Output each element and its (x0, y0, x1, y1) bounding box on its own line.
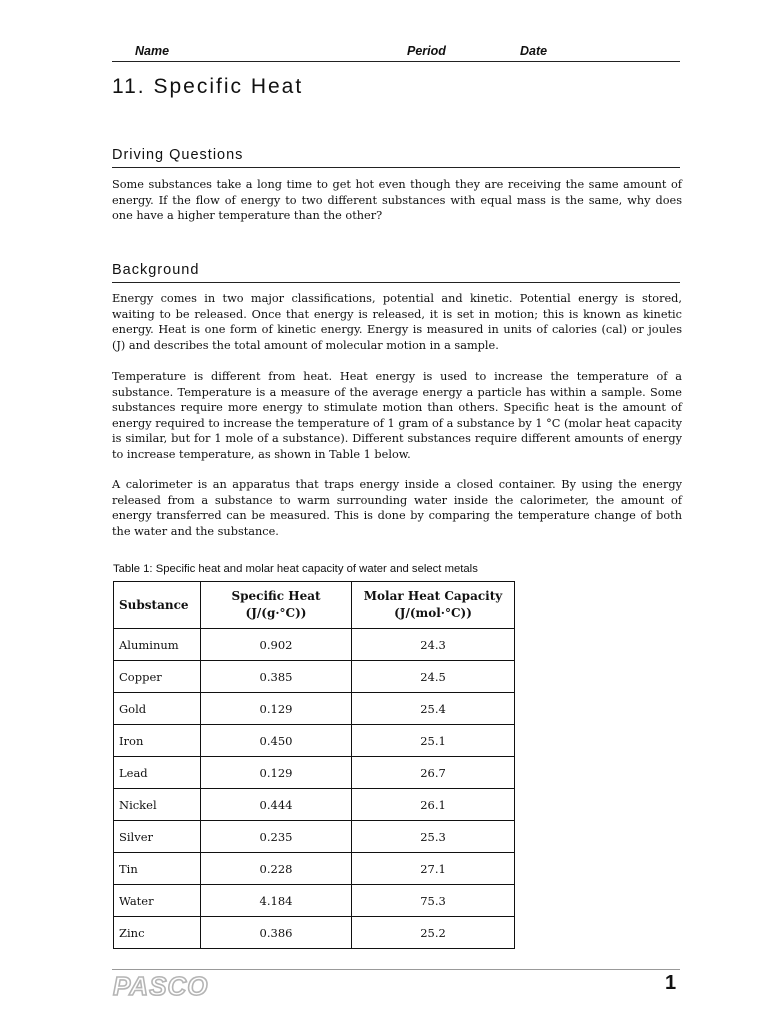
specific-heat-cell: 0.444 (201, 789, 352, 821)
molar-heat-capacity-cell: 25.3 (352, 821, 515, 853)
page-title: 11. Specific Heat (112, 75, 304, 98)
background-paragraph: Temperature is different from heat. Heat energy is used to increase the temperature of a substance. Temperature is a measure of the average energy a particle has within a sample. Some substances require more energy to stimulate motion than others. Specific heat is the amount of energy required to increase the temperature of 1 gram of a substance by 1 °C (molar heat capacity is similar, but for 1 mole of a substance). Different substances require different amounts of energy to increase temperature, as shown in Table 1 below. (112, 370, 683, 461)
date-label: Date (520, 44, 548, 58)
substance-cell: Zinc (114, 917, 201, 949)
table-row (114, 757, 515, 789)
molar-heat-capacity-cell: 26.7 (352, 757, 515, 789)
specific-heat-cell: 0.902 (201, 629, 352, 661)
substance-cell: Aluminum (114, 629, 201, 661)
header-divider (112, 61, 680, 62)
background-heading: Background (112, 262, 200, 278)
substance-cell: Iron (114, 725, 201, 757)
table-row (114, 629, 515, 661)
substance-cell: Copper (114, 661, 201, 693)
specific-heat-cell: 4.184 (201, 885, 352, 917)
table-row (114, 725, 515, 757)
specific-heat-cell: 0.129 (201, 693, 352, 725)
table-row (114, 693, 515, 725)
background-paragraph: A calorimeter is an apparatus that traps energy inside a closed container. By using the energy released from a substance to warm surrounding water inside the calorimeter, the amount of energy transferred can be measured. This is done by comparing the temperature change of both the water and the substance. (112, 478, 682, 538)
section-divider (112, 282, 680, 283)
driving-questions-text: Some substances take a long time to get hot even though they are receiving the same amount of energy. If the flow of energy to two different substances with equal mass is the same, why does one have a higher temperature than the other? (112, 178, 682, 222)
specific-heat-header: Specific Heat (J/(g·°C)) (201, 582, 352, 629)
molar-heat-capacity-cell: 25.4 (352, 693, 515, 725)
table-row (114, 917, 515, 949)
substance-cell: Gold (114, 693, 201, 725)
table-row (114, 853, 515, 885)
molar-heat-capacity-cell: 75.3 (352, 885, 515, 917)
footer-divider (112, 969, 680, 970)
molar-heat-capacity-cell: 25.1 (352, 725, 515, 757)
table-header-row (114, 582, 515, 629)
substance-cell: Nickel (114, 789, 201, 821)
molar-heat-capacity-cell: 27.1 (352, 853, 515, 885)
specific-heat-cell: 0.385 (201, 661, 352, 693)
specific-heat-cell: 0.386 (201, 917, 352, 949)
substance-cell: Tin (114, 853, 201, 885)
page-number: 1 (665, 972, 677, 994)
period-label: Period (407, 44, 446, 58)
pasco-logo: PASCO (113, 971, 209, 1001)
specific-heat-cell: 0.228 (201, 853, 352, 885)
table-row (114, 885, 515, 917)
specific-heat-cell: 0.129 (201, 757, 352, 789)
specific-heat-table (113, 581, 515, 949)
section-divider (112, 167, 680, 168)
table-caption: Table 1: Specific heat and molar heat capacity of water and select metals (113, 563, 478, 575)
substance-cell: Silver (114, 821, 201, 853)
specific-heat-cell: 0.235 (201, 821, 352, 853)
table-row (114, 661, 515, 693)
substance-cell: Lead (114, 757, 201, 789)
driving-questions-heading: Driving Questions (112, 147, 244, 163)
molar-heat-capacity-header: Molar Heat Capacity (J/(mol·°C)) (352, 582, 515, 629)
table-row (114, 789, 515, 821)
substance-header: Substance (114, 582, 201, 629)
name-label: Name (135, 44, 170, 58)
substance-cell: Water (114, 885, 201, 917)
molar-heat-capacity-cell: 24.5 (352, 661, 515, 693)
molar-heat-capacity-cell: 25.2 (352, 917, 515, 949)
molar-heat-capacity-cell: 24.3 (352, 629, 515, 661)
background-paragraph: Energy comes in two major classifications, potential and kinetic. Potential energy is stored, waiting to be released. Once that energy is released, it is set in motion; this is known as kinetic energy. Heat is one form of kinetic energy. Energy is measured in units of calories (cal) or joules (J) and describes the total amount of molecular motion in a sample. (112, 292, 682, 352)
molar-heat-capacity-cell: 26.1 (352, 789, 515, 821)
table-row (114, 821, 515, 853)
specific-heat-cell: 0.450 (201, 725, 352, 757)
